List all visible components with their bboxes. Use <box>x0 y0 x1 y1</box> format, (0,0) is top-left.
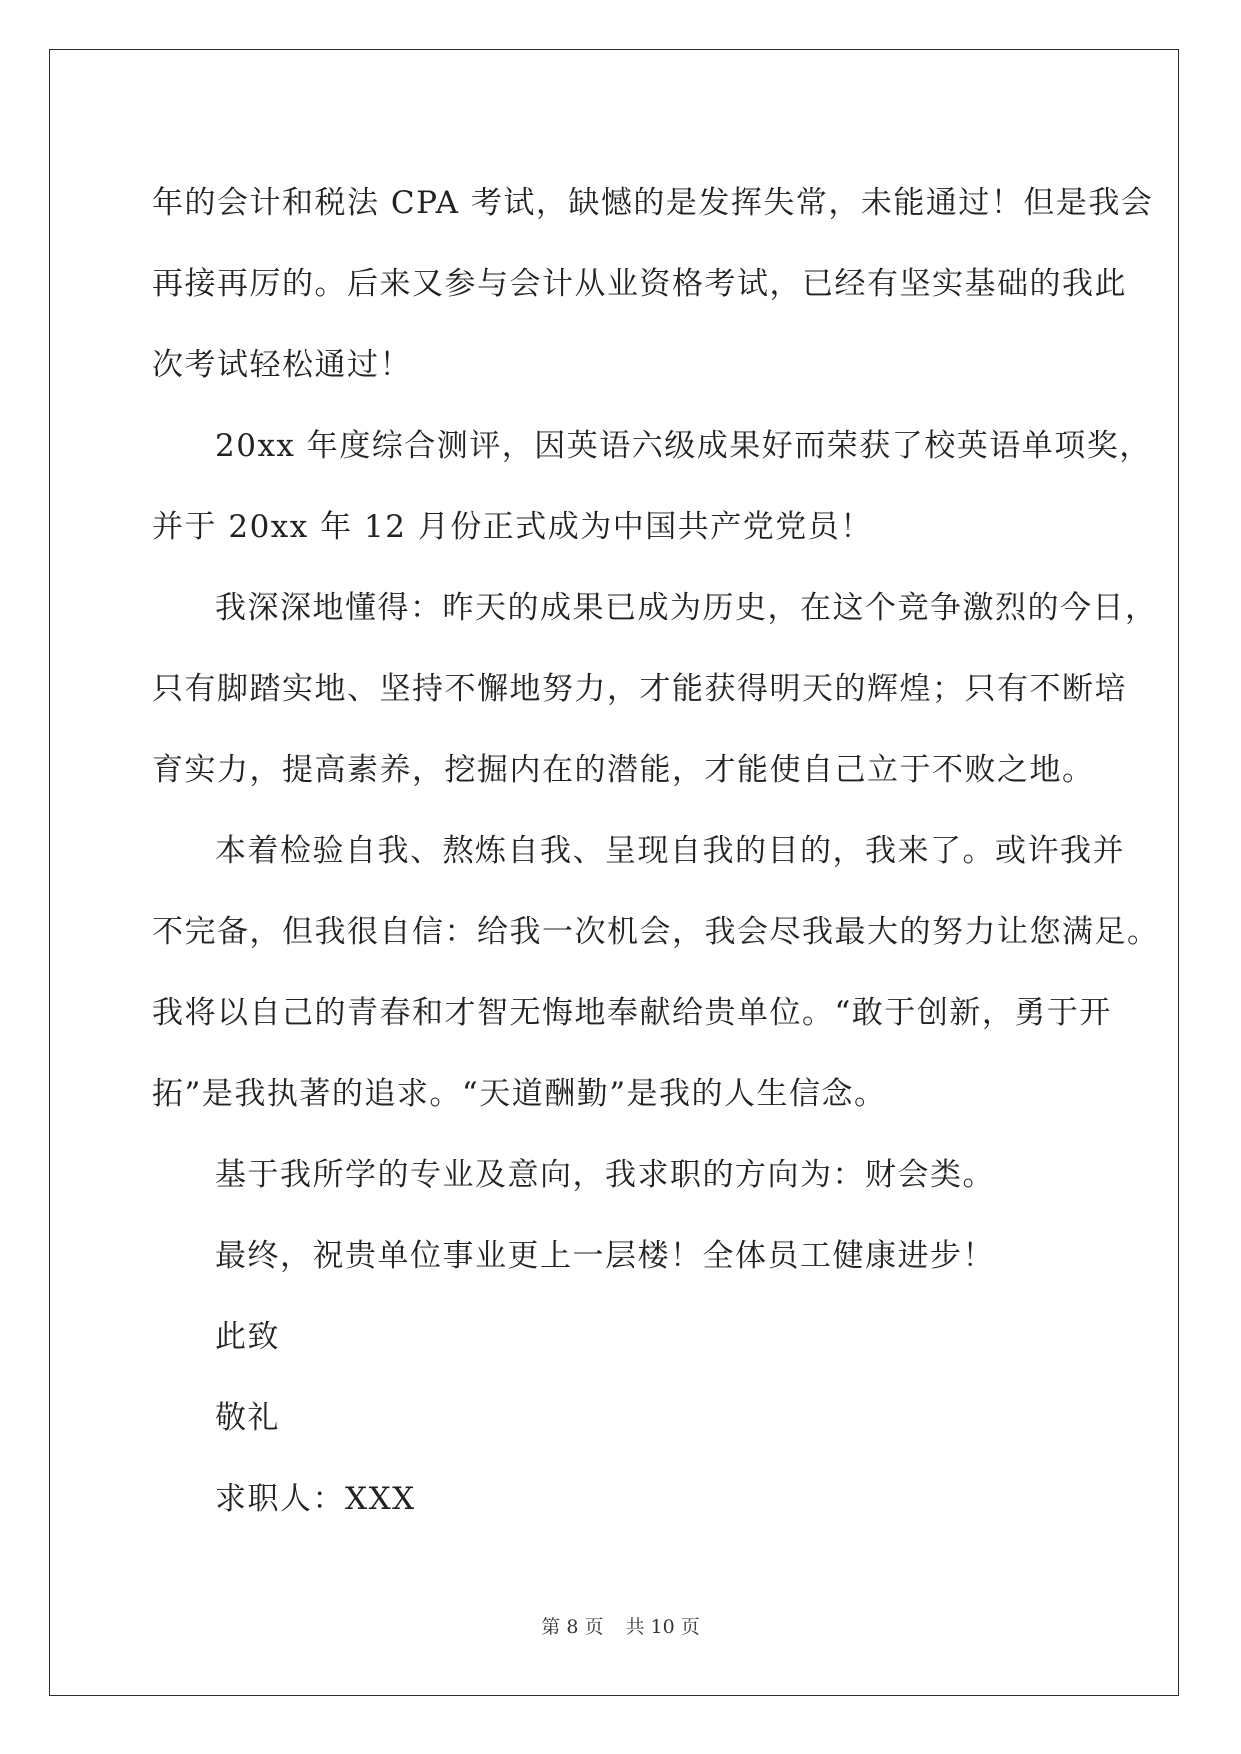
text-line: 我将以自己的青春和才智无悔地奉献给贵单位。“敢于创新，勇于开 <box>152 995 1112 1031</box>
text-line: 年的会计和税法 CPA 考试，缺憾的是发挥失常，未能通过！但是我会 <box>152 185 1154 221</box>
applicant-signature: 求职人：XXX <box>215 1481 416 1517</box>
closing-regards: 敬礼 <box>215 1400 280 1436</box>
page-footer <box>0 1612 1241 1639</box>
page-number: 第 8 页 <box>541 1616 604 1638</box>
page-total: 共 10 页 <box>625 1616 700 1638</box>
text-line: 拓”是我执著的追求。“天道酬勤”是我的人生信念。 <box>152 1076 887 1112</box>
text-line: 育实力，提高素养，挖掘内在的潜能，才能使自己立于不败之地。 <box>152 752 1095 788</box>
letter-body <box>152 163 1160 1540</box>
text-line: 不完备，但我很自信：给我一次机会，我会尽我最大的努力让您满足。 <box>152 914 1160 950</box>
closing-salutation: 此致 <box>215 1319 280 1355</box>
text-line: 基于我所学的专业及意向，我求职的方向为：财会类。 <box>215 1157 995 1193</box>
text-line: 最终，祝贵单位事业更上一层楼！全体员工健康进步！ <box>215 1238 995 1274</box>
text-line: 我深深地懂得：昨天的成果已成为历史，在这个竞争激烈的今日， <box>215 590 1158 626</box>
text-line: 再接再厉的。后来又参与会计从业资格考试，已经有坚实基础的我此 <box>152 266 1127 302</box>
text-line: 本着检验自我、熬炼自我、呈现自我的目的，我来了。或许我并 <box>215 833 1125 869</box>
text-line: 并于 20xx 年 12 月份正式成为中国共产党党员！ <box>152 509 873 545</box>
text-line: 20xx 年度综合测评，因英语六级成果好而荣获了校英语单项奖， <box>215 428 1152 464</box>
text-line: 只有脚踏实地、坚持不懈地努力，才能获得明天的辉煌；只有不断培 <box>152 671 1127 707</box>
text-line: 次考试轻松通过！ <box>152 347 412 383</box>
